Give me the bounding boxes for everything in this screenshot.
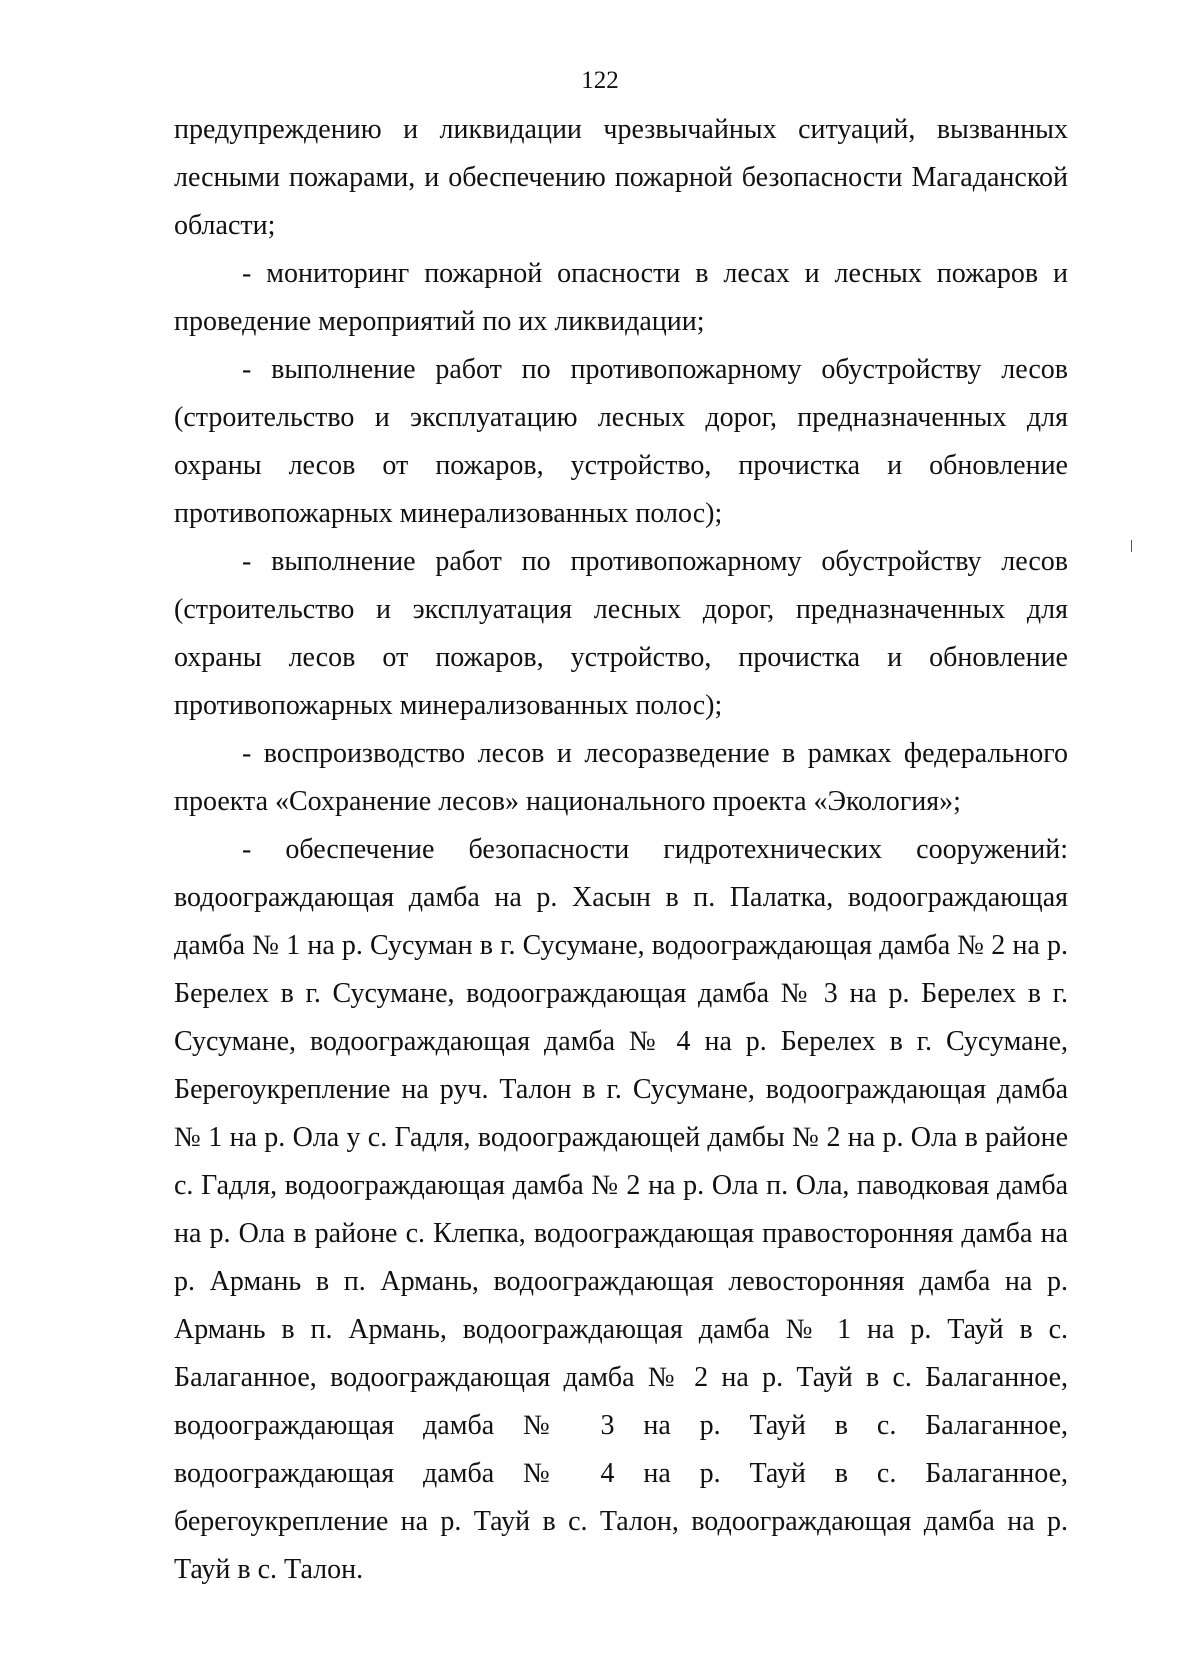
list-item-fire-prevention-works-2: - выполнение работ по противопожарному обустройству лесов (строительство и эксплуатация лесных дорог, предназначенных для охраны лесов от пожаров, устройство, прочистка и обновление противопожарных минерализованных полос);	[174, 546, 1068, 721]
list-item-fire-prevention-works-1: - выполнение работ по противопожарному обустройству лесов (строительство и эксплуатацию лесных дорог, предназначенных для охраны лесов от пожаров, устройство, прочистка и обновление противопожарных минерализованных полос);	[174, 354, 1068, 529]
document-body	[174, 106, 1068, 1594]
list-item-reforestation: - воспроизводство лесов и лесоразведение в рамках федерального проекта «Сохранение лесов» национального проекта «Экология»;	[174, 738, 1068, 817]
scan-margin-mark	[1131, 540, 1132, 552]
page-number: 122	[581, 67, 619, 94]
list-item-hydraulic-safety: - обеспечение безопасности гидротехнических сооружений: водоограждающая дамба на р. Хасын в п. Палатка, водоограждающая дамба № 1 на р. Сусуман в г. Сусумане, водоограждающая дамба № 2 на р. Берелех в г. Сусумане, водоограждающая дамба № 3 на р. Берелех в г. Сусумане, водоограждающая дамба № 4 на р. Берелех в г. Сусумане, Берегоукрепление на руч. Талон в г. Сусумане, водоограждающая дамба № 1 на р. Ола у с. Гадля, водоограждающей дамбы № 2 на р. Ола в районе с. Гадля, водоограждающая дамба № 2 на р. Ола п. Ола, паводковая дамба на р. Ола в районе с. Клепка, водоограждающая правосторонняя дамба на р. Армань в п. Армань, водоограждающая левосторонняя дамба на р. Армань в п. Армань, водоограждающая дамба № 1 на р. Тауй в с. Балаганное, водоограждающая дамба № 2 на р. Тауй в с. Балаганное, водоограждающая дамба № 3 на р. Тауй в с. Балаганное, водоограждающая дамба № 4 на р. Тауй в с. Балаганное, берегоукрепление на р. Тауй в с. Талон, водоограждающая дамба на р. Тауй в с. Талон.	[174, 834, 1068, 1585]
list-item-fire-monitoring: - мониторинг пожарной опасности в лесах и лесных пожаров и проведение мероприятий по их ликвидации;	[174, 258, 1068, 337]
paragraph-continuation: предупреждению и ликвидации чрезвычайных ситуаций, вызванных лесными пожарами, и обеспечению пожарной безопасности Магаданской области;	[174, 114, 1068, 241]
